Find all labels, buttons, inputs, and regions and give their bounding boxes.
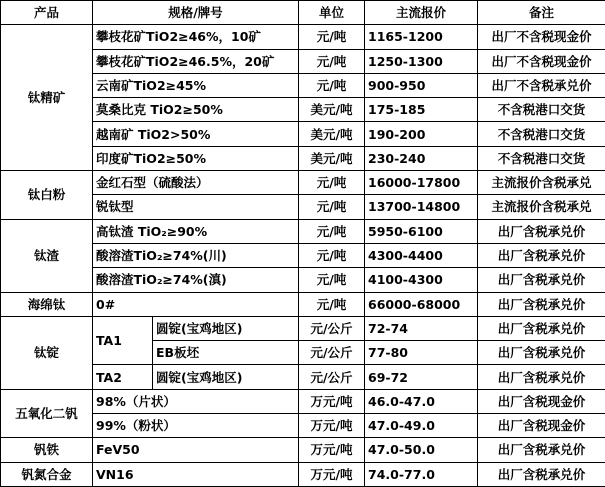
price-cell: 1165-1200 [365, 25, 478, 49]
category-cell: 钒铁 [1, 438, 93, 462]
price-cell: 4300-4400 [365, 243, 478, 267]
unit-cell: 元/吨 [299, 49, 365, 73]
spec-cell: 锐钛型 [93, 195, 299, 219]
category-cell: 五氧化二钒 [1, 389, 93, 438]
price-cell: 47.0-49.0 [365, 414, 478, 438]
unit-cell: 元/吨 [299, 73, 365, 97]
note-cell: 出厂不含税现金价 [478, 49, 605, 73]
category-cell: 钛锭 [1, 316, 93, 389]
spec-cell: 云南矿TiO2≥45% [93, 73, 299, 97]
category-cell: 钛白粉 [1, 171, 93, 220]
price-cell: 72-74 [365, 316, 478, 340]
header-note: 备注 [478, 1, 605, 25]
unit-cell: 元/吨 [299, 195, 365, 219]
note-cell: 出厂不含税现金价 [478, 25, 605, 49]
unit-cell: 美元/吨 [299, 122, 365, 146]
header-spec: 规格/牌号 [93, 1, 299, 25]
price-cell: 1250-1300 [365, 49, 478, 73]
note-cell: 出厂含税现金价 [478, 414, 605, 438]
header-price: 主流报价 [365, 1, 478, 25]
unit-cell: 万元/吨 [299, 389, 365, 413]
unit-cell: 万元/吨 [299, 414, 365, 438]
unit-cell: 元/吨 [299, 268, 365, 292]
spec-cell: VN16 [93, 462, 299, 486]
note-cell: 主流报价含税承兑 [478, 171, 605, 195]
category-cell: 钛精矿 [1, 25, 93, 171]
category-cell: 海绵钛 [1, 292, 93, 316]
unit-cell: 元/吨 [299, 292, 365, 316]
note-cell: 出厂含税承兑价 [478, 316, 605, 340]
unit-cell: 美元/吨 [299, 146, 365, 170]
note-cell: 出厂不含税承兑价 [478, 73, 605, 97]
table-row [1, 171, 605, 195]
note-cell: 出厂含税承兑价 [478, 341, 605, 365]
grade-cell: TA1 [93, 316, 153, 365]
price-cell: 175-185 [365, 98, 478, 122]
note-cell: 出厂含税承兑价 [478, 438, 605, 462]
unit-cell: 元/吨 [299, 219, 365, 243]
spec-cell: 0# [93, 292, 299, 316]
unit-cell: 元/公斤 [299, 365, 365, 389]
note-cell: 主流报价含税承兑 [478, 195, 605, 219]
price-cell: 46.0-47.0 [365, 389, 478, 413]
table-row [1, 462, 605, 486]
unit-cell: 元/公斤 [299, 341, 365, 365]
price-cell: 230-240 [365, 146, 478, 170]
note-cell: 不含税港口交货 [478, 122, 605, 146]
table-row [1, 292, 605, 316]
grade-cell: TA2 [93, 365, 153, 389]
spec-cell: 金红石型（硫酸法） [93, 171, 299, 195]
header-unit: 单位 [299, 1, 365, 25]
category-cell: 钒氮合金 [1, 462, 93, 486]
unit-cell: 万元/吨 [299, 438, 365, 462]
table-row [1, 316, 605, 340]
note-cell: 不含税港口交货 [478, 146, 605, 170]
spec-cell: FeV50 [93, 438, 299, 462]
note-cell: 出厂含税承兑价 [478, 219, 605, 243]
note-cell: 出厂含税承兑价 [478, 292, 605, 316]
table-row [1, 438, 605, 462]
price-cell: 4100-4300 [365, 268, 478, 292]
price-cell: 69-72 [365, 365, 478, 389]
spec-cell: 99%（粉状） [93, 414, 299, 438]
unit-cell: 元/公斤 [299, 316, 365, 340]
note-cell: 不含税港口交货 [478, 98, 605, 122]
spec-cell: 98%（片状） [93, 389, 299, 413]
note-cell: 出厂含税承兑价 [478, 268, 605, 292]
note-cell: 出厂含税承兑价 [478, 243, 605, 267]
price-cell: 66000-68000 [365, 292, 478, 316]
note-cell: 出厂含税现金价 [478, 389, 605, 413]
spec-cell: 攀枝花矿TiO2≥46.5%，20矿 [93, 49, 299, 73]
spec-cell: 酸溶渣TiO₂≥74%(滇) [93, 268, 299, 292]
price-cell: 13700-14800 [365, 195, 478, 219]
price-cell: 77-80 [365, 341, 478, 365]
unit-cell: 美元/吨 [299, 98, 365, 122]
unit-cell: 元/吨 [299, 243, 365, 267]
price-cell: 47.0-50.0 [365, 438, 478, 462]
spec-cell: EB板坯 [153, 341, 299, 365]
note-cell: 出厂含税承兑价 [478, 462, 605, 486]
price-cell: 190-200 [365, 122, 478, 146]
spec-cell: 高钛渣 TiO₂≥90% [93, 219, 299, 243]
note-cell: 出厂含税承兑价 [478, 365, 605, 389]
spec-cell: 圆锭(宝鸡地区) [153, 365, 299, 389]
price-cell: 74.0-77.0 [365, 462, 478, 486]
unit-cell: 元/吨 [299, 171, 365, 195]
table-row [1, 219, 605, 243]
price-cell: 900-950 [365, 73, 478, 97]
spec-cell: 攀枝花矿TiO2≥46%，10矿 [93, 25, 299, 49]
header-product: 产品 [1, 1, 93, 25]
price-cell: 16000-17800 [365, 171, 478, 195]
table-header-row [1, 1, 605, 25]
unit-cell: 元/吨 [299, 25, 365, 49]
price-cell: 5950-6100 [365, 219, 478, 243]
unit-cell: 万元/吨 [299, 462, 365, 486]
spec-cell: 酸溶渣TiO₂≥74%(川) [93, 243, 299, 267]
spec-cell: 越南矿 TiO2>50% [93, 122, 299, 146]
spec-cell: 莫桑比克 TiO2≥50% [93, 98, 299, 122]
table-row [1, 389, 605, 413]
table-row [1, 25, 605, 49]
spec-cell: 圆锭(宝鸡地区) [153, 316, 299, 340]
category-cell: 钛渣 [1, 219, 93, 292]
spec-cell: 印度矿TiO2≥50% [93, 146, 299, 170]
